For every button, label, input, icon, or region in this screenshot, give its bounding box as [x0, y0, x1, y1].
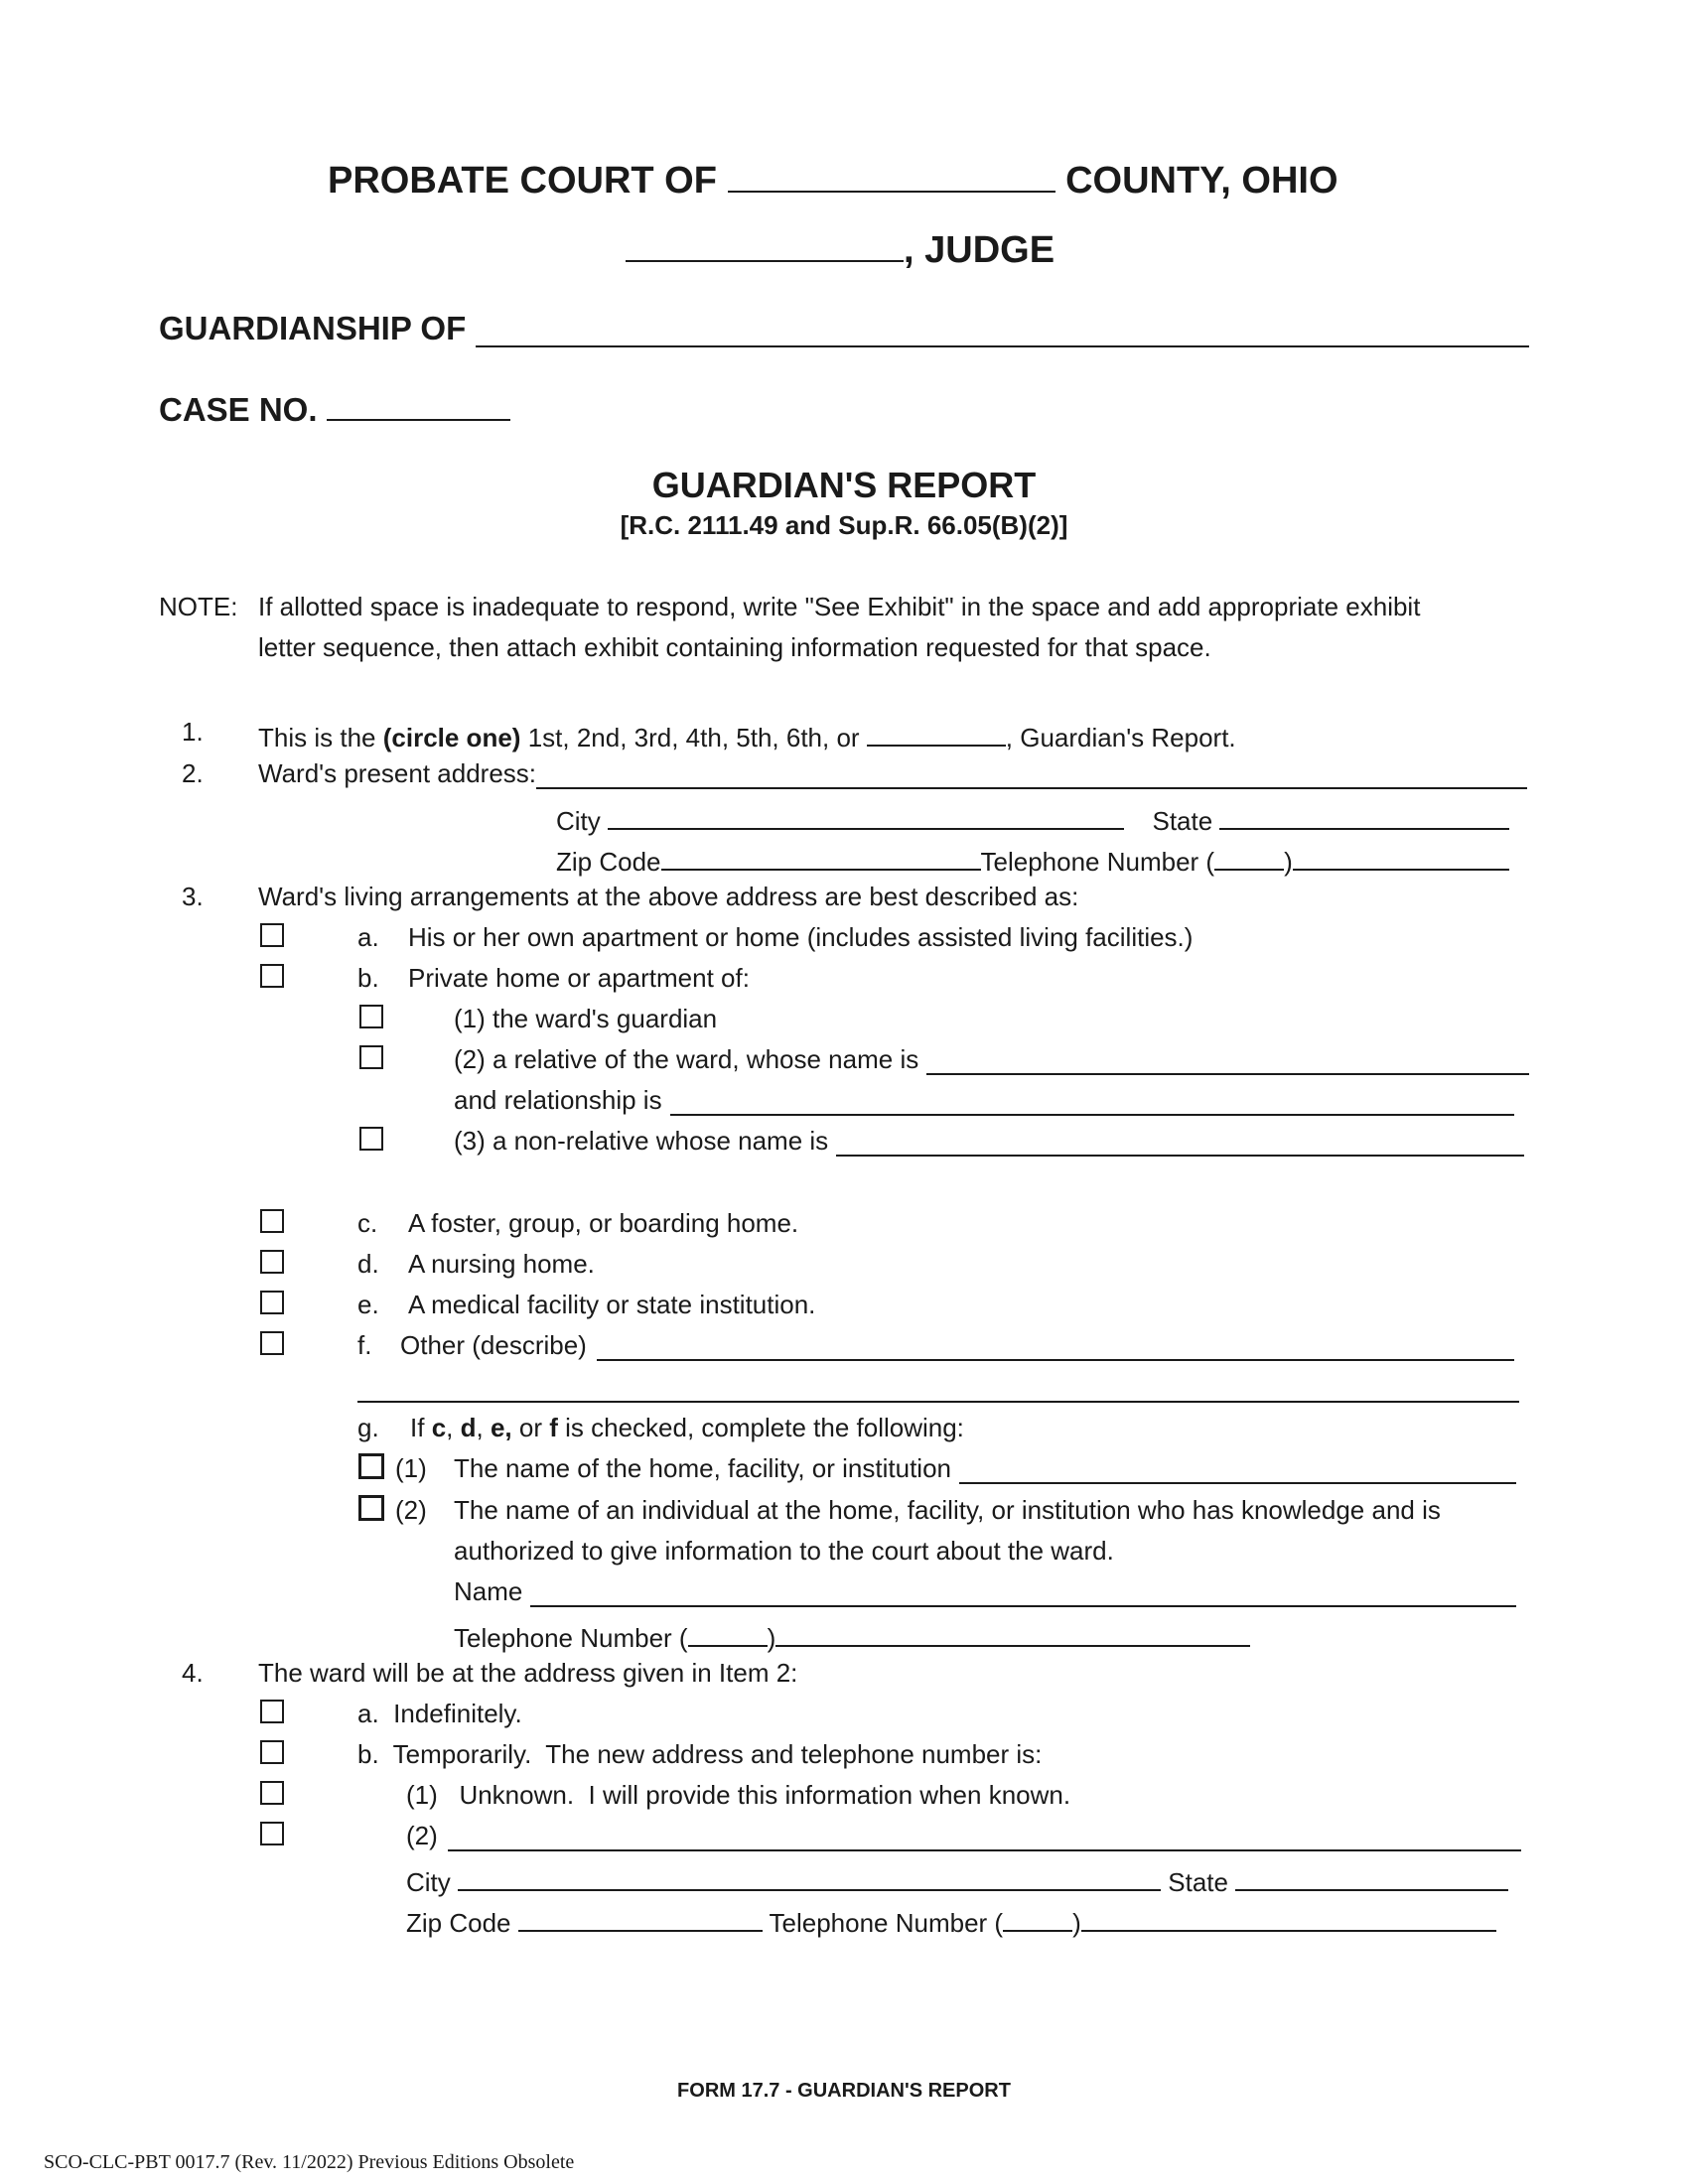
checkbox-3a[interactable] [260, 923, 284, 947]
item-2-city-label: City [556, 806, 601, 836]
guardianship-row [159, 310, 1529, 347]
item-3e-letter: e. [357, 1290, 379, 1319]
ward-address-field[interactable] [536, 759, 1527, 789]
item-3a-letter: a. [357, 922, 379, 952]
item-3g2-phone-label: Telephone Number ( [454, 1623, 688, 1653]
item-2-zip-label: Zip Code [556, 847, 661, 877]
item-3b3-text: (3) a non-relative whose name is [454, 1126, 829, 1156]
item-3g1-number: (1) [395, 1453, 427, 1483]
item-4a-text: a. Indefinitely. [357, 1699, 522, 1728]
facility-name-field[interactable] [959, 1454, 1516, 1484]
new-zip-field[interactable] [518, 1902, 763, 1932]
item-4-phone-label: Telephone Number ( [769, 1908, 1004, 1938]
checkbox-3b[interactable] [260, 964, 284, 988]
report-title: GUARDIAN'S REPORT [651, 465, 1037, 505]
item-4-phone-close: ) [1072, 1908, 1081, 1938]
item-2-zip-row [556, 841, 1509, 878]
new-area-code-field[interactable] [1003, 1902, 1072, 1932]
item-3f-text: Other (describe) [400, 1330, 587, 1360]
relative-name-field[interactable] [926, 1045, 1529, 1075]
item-1-text-c: , Guardian's Report. [1005, 723, 1236, 752]
item-2-phone-label: Telephone Number ( [980, 847, 1215, 877]
item-3c-text: A foster, group, or boarding home. [408, 1208, 799, 1238]
form-revision: SCO-CLC-PBT 0017.7 (Rev. 11/2022) Previous Editions Obsolete [44, 2151, 575, 2173]
item-3g-if: If [410, 1413, 425, 1442]
item-3f-row [400, 1330, 1514, 1361]
item-4-city-label: City [406, 1867, 451, 1897]
item-2-city-row [556, 800, 1509, 837]
item-3-label: Ward's living arrangements at the above address are best described as: [258, 882, 1079, 911]
item-3d-letter: d. [357, 1249, 379, 1279]
case-row [159, 387, 510, 429]
item-3f-letter: f. [357, 1330, 372, 1360]
item-3g-rest: is checked, complete the following: [565, 1413, 964, 1442]
item-3g-f: f [549, 1413, 558, 1442]
item-1-row [258, 717, 1236, 753]
checkbox-3c[interactable] [260, 1209, 284, 1233]
item-3g-e: e, [490, 1413, 512, 1442]
item-3g1-row [454, 1453, 1516, 1484]
item-4-city-row [406, 1861, 1508, 1898]
county-field[interactable] [728, 159, 1055, 193]
checkbox-4b2[interactable] [260, 1822, 284, 1845]
item-3g2-phone-row [454, 1617, 1250, 1654]
item-4b-text: b. Temporarily. The new address and telephone number is: [357, 1739, 1043, 1769]
item-4-zip-row [406, 1902, 1496, 1939]
item-3b2-relationship-label: and relationship is [454, 1085, 662, 1115]
checkbox-3b1[interactable] [359, 1005, 383, 1028]
court-prefix: PROBATE COURT OF [328, 160, 717, 202]
contact-area-code-field[interactable] [688, 1617, 768, 1647]
checkbox-3f[interactable] [260, 1331, 284, 1355]
relationship-field[interactable] [670, 1086, 1514, 1116]
item-3g-or: or [518, 1413, 542, 1442]
ward-zip-field[interactable] [661, 841, 981, 871]
note-label: NOTE: [159, 592, 238, 621]
item-4b2-row [406, 1821, 1521, 1851]
item-3g-d: d [460, 1413, 477, 1442]
checkbox-3g2[interactable] [358, 1495, 384, 1521]
note-line-1: If allotted space is inadequate to respond, write "See Exhibit" in the space and add appropriate exhibit [258, 592, 1421, 621]
item-3g2-name-label: Name [454, 1576, 523, 1606]
item-1-circle-one: (circle one) [382, 723, 521, 752]
item-1-number: 1. [182, 717, 204, 747]
ward-state-field[interactable] [1219, 800, 1509, 830]
note-line-2: letter sequence, then attach exhibit containing information requested for that space. [258, 632, 1211, 662]
item-2-address-row [258, 758, 1527, 789]
other-describe-field[interactable] [597, 1331, 1514, 1361]
checkbox-3b2[interactable] [359, 1045, 383, 1069]
item-4-number: 4. [182, 1658, 204, 1688]
item-3b1-text: (1) the ward's guardian [454, 1004, 718, 1033]
new-phone-field[interactable] [1081, 1902, 1496, 1932]
judge-suffix: , JUDGE [904, 229, 1055, 271]
guardianship-label: GUARDIANSHIP OF [159, 310, 467, 346]
item-3c-letter: c. [357, 1208, 378, 1238]
contact-phone-field[interactable] [775, 1617, 1250, 1647]
item-2-state-label: State [1152, 806, 1213, 836]
court-suffix: COUNTY, OHIO [1065, 160, 1338, 202]
item-3g2-line-2: authorized to give information to the court about the ward. [454, 1536, 1114, 1566]
item-3e-text: A medical facility or state institution. [408, 1290, 816, 1319]
form-footer-title: FORM 17.7 - GUARDIAN'S REPORT [677, 2080, 1011, 2102]
ward-city-field[interactable] [608, 800, 1124, 830]
non-relative-name-field[interactable] [836, 1127, 1524, 1157]
item-4b1-text: (1) Unknown. I will provide this information when known. [406, 1780, 1071, 1810]
contact-name-field[interactable] [530, 1577, 1516, 1607]
item-3g2-phone-close: ) [767, 1623, 776, 1653]
item-4b2-number: (2) [406, 1821, 438, 1850]
item-1-text-b: 1st, 2nd, 3rd, 4th, 5th, 6th, or [527, 723, 860, 752]
item-3b-letter: b. [357, 963, 379, 993]
item-3b-text: Private home or apartment of: [408, 963, 750, 993]
item-3g-letter: g. [357, 1413, 379, 1442]
item-4-zip-label: Zip Code [406, 1908, 511, 1938]
checkbox-3g1[interactable] [358, 1453, 384, 1479]
item-3b2-text: (2) a relative of the ward, whose name is [454, 1044, 919, 1074]
new-address-field[interactable] [448, 1822, 1521, 1851]
case-label: CASE NO. [159, 391, 318, 428]
case-number-field[interactable] [327, 387, 510, 421]
new-city-field[interactable] [458, 1861, 1161, 1891]
item-3g2-line-1: The name of an individual at the home, facility, or institution who has knowledge and is [454, 1495, 1441, 1525]
item-3g2-name-row [454, 1576, 1516, 1607]
judge-heading [626, 228, 1055, 272]
guardianship-field[interactable] [476, 318, 1529, 347]
item-3b2-relationship-row [454, 1085, 1514, 1116]
other-describe-field-2[interactable] [357, 1371, 1519, 1403]
item-3-number: 3. [182, 882, 204, 911]
judge-field[interactable] [626, 228, 904, 262]
item-3g-c: c [431, 1413, 447, 1442]
checkbox-4a[interactable] [260, 1700, 284, 1723]
court-heading [328, 159, 1338, 203]
new-state-field[interactable] [1235, 1861, 1508, 1891]
item-3d-text: A nursing home. [408, 1249, 595, 1279]
item-2-label: Ward's present address: [258, 758, 537, 788]
item-3g1-text: The name of the home, facility, or institution [454, 1453, 951, 1483]
checkbox-4b1[interactable] [260, 1781, 284, 1805]
checkbox-3e[interactable] [260, 1291, 284, 1314]
item-3a-text: His or her own apartment or home (includes assisted living facilities.) [408, 922, 1194, 952]
report-citation: [R.C. 2111.49 and Sup.R. 66.05(B)(2)] [620, 510, 1068, 540]
item-3b2-row [454, 1044, 1529, 1075]
item-4-label: The ward will be at the address given in Item 2: [258, 1658, 798, 1688]
item-2-phone-close: ) [1284, 847, 1293, 877]
item-3g-row: If c, d, e, or f is checked, complete the following: [410, 1413, 964, 1442]
checkbox-3d[interactable] [260, 1250, 284, 1274]
checkbox-3b3[interactable] [359, 1127, 383, 1151]
item-3b3-row [454, 1126, 1524, 1157]
checkbox-4b[interactable] [260, 1740, 284, 1764]
item-3g2-number: (2) [395, 1495, 427, 1525]
item-2-number: 2. [182, 758, 204, 788]
report-ordinal-field[interactable] [867, 717, 1006, 747]
ward-area-code-field[interactable] [1214, 841, 1284, 871]
item-1-text-a: This is the [258, 723, 376, 752]
item-4-state-label: State [1168, 1867, 1228, 1897]
ward-phone-field[interactable] [1293, 841, 1509, 871]
